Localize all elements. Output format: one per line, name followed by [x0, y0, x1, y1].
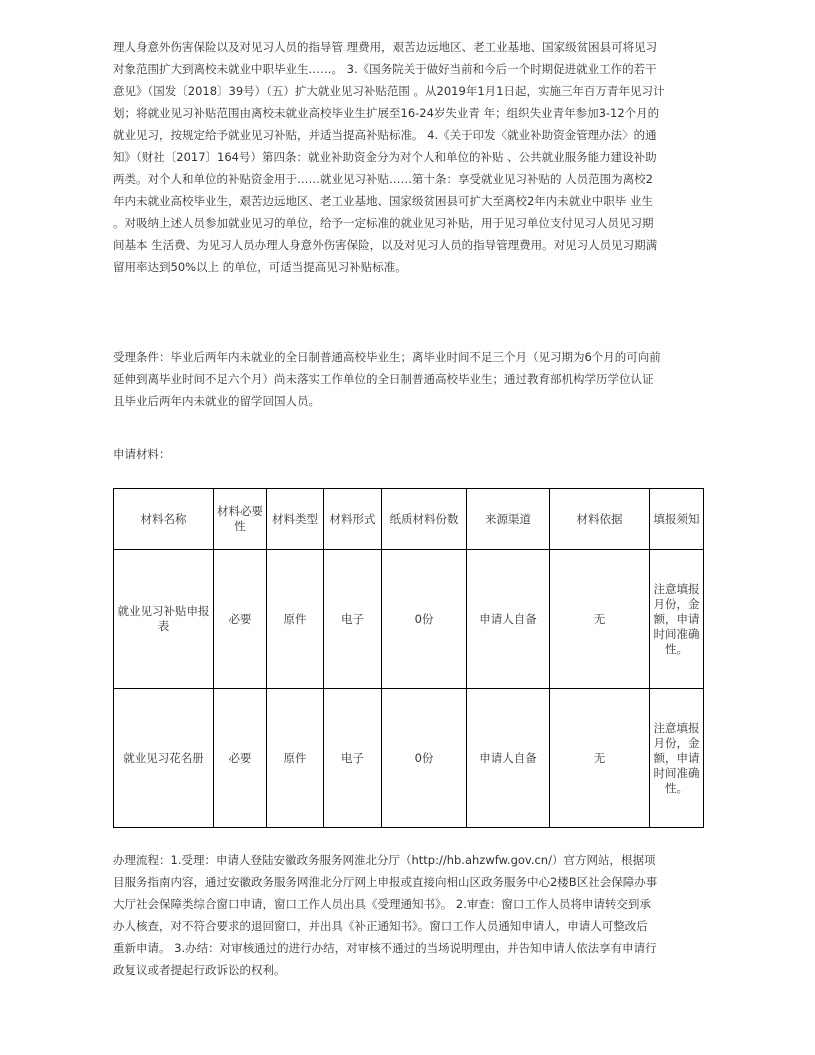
header-filling-notes: 填报须知 [650, 489, 704, 550]
cell-source-channel: 申请人自备 [467, 689, 550, 828]
text-line: 申请材料： [113, 447, 171, 461]
materials-table [113, 488, 704, 828]
cell-source-channel: 申请人自备 [467, 550, 550, 689]
cell-necessity: 必要 [214, 550, 267, 689]
text-line: 目服务指南内容，通过安徽政务服务网淮北分厅网上申报或直接向相山区政务服务中心2楼B区社会保障办事 [113, 875, 658, 889]
text-line: 年内未就业高校毕业生，艰苦边远地区、老工业基地、国家级贫困县可扩大至离校2年内未就业中职毕 业生 [113, 194, 653, 208]
text-line: 且毕业后两年内未就业的留学回国人员。 [113, 394, 320, 408]
cell-material-form: 电子 [324, 689, 382, 828]
cell-material-basis: 无 [550, 689, 650, 828]
policy-basis-paragraph [113, 36, 703, 278]
text-line: 政复议或者提起行政诉讼的权利。 [113, 963, 286, 977]
header-paper-copies: 纸质材料份数 [382, 489, 467, 550]
table-header-row [114, 489, 704, 550]
header-necessity: 材料必要性 [214, 489, 267, 550]
cell-filling-notes: 注意填报月份，金额，申请时间准确性。 [650, 689, 704, 828]
table-row [114, 689, 704, 828]
text-line: 知》（财社〔2017〕164号）第四条：就业补助资金分为对个人和单位的补贴 、公共就业服务能力建设补助 [113, 150, 657, 164]
cell-material-name: 就业见习花名册 [114, 689, 214, 828]
text-line: 延伸到离毕业时间不足六个月）尚未落实工作单位的全日制普通高校毕业生；通过教育部机构学历学位认证 [113, 372, 654, 386]
acceptance-conditions-paragraph [113, 346, 703, 412]
table-row [114, 550, 704, 689]
materials-heading [113, 443, 703, 465]
cell-material-basis: 无 [550, 550, 650, 689]
text-line: 留用率达到50%以上 的单位，可适当提高见习补贴标准。 [113, 260, 407, 274]
text-line: 对象范围扩大到离校未就业中职毕业生……。 3.《国务院关于做好当前和今后一个时期促进就业工作的若干 [113, 62, 657, 76]
cell-material-type: 原件 [267, 550, 324, 689]
text-line: 。对吸纳上述人员参加就业见习的单位，给予一定标准的就业见习补贴，用于见习单位支付见习人员见习期 [113, 216, 654, 230]
text-line: 受理条件：毕业后两年内未就业的全日制普通高校毕业生；离毕业时间不足三个月（见习期为6个月的可向前 [113, 350, 661, 364]
header-source-channel: 来源渠道 [467, 489, 550, 550]
cell-material-form: 电子 [324, 550, 382, 689]
text-line: 办人核查，对不符合要求的退回窗口，并出具《补正通知书》。窗口工作人员通知申请人，申请人可整改后 [113, 919, 648, 933]
text-line: 办理流程：1.受理：申请人登陆安徽政务服务网淮北分厅（http://hb.ahzwfw.gov.cn/）官方网站，根据项 [113, 853, 656, 867]
header-material-type: 材料类型 [267, 489, 324, 550]
process-paragraph [113, 849, 703, 981]
cell-paper-copies: 0份 [382, 550, 467, 689]
text-line: 就业见习，按规定给予就业见习补贴，并适当提高补贴标准。 4.《关于印发〈就业补助资金管理办法〉的通 [113, 128, 657, 142]
text-line: 重新申请。 3.办结：对审核通过的进行办结，对审核不通过的当场说明理由，并告知申请人依法享有申请行 [113, 941, 657, 955]
cell-filling-notes: 注意填报月份，金额，申请时间准确性。 [650, 550, 704, 689]
header-material-form: 材料形式 [324, 489, 382, 550]
text-line: 意见》（国发〔2018〕39号）（五）扩大就业见习补贴范围 。从2019年1月1日起，实施三年百万青年见习计 [113, 84, 665, 98]
text-line: 两类。对个人和单位的补贴资金用于……就业见习补贴……第十条：享受就业见习补贴的 人员范围为离校2 [113, 172, 653, 186]
cell-material-name: 就业见习补贴申报表 [114, 550, 214, 689]
text-line: 划；将就业见习补贴范围由离校未就业高校毕业生扩展至16-24岁失业青 年；组织失业青年参加3-12个月的 [113, 106, 660, 120]
cell-necessity: 必要 [214, 689, 267, 828]
cell-paper-copies: 0份 [382, 689, 467, 828]
cell-material-type: 原件 [267, 689, 324, 828]
header-material-basis: 材料依据 [550, 489, 650, 550]
header-material-name: 材料名称 [114, 489, 214, 550]
text-line: 理人身意外伤害保险以及对见习人员的指导管 理费用，艰苦边远地区、老工业基地、国家级贫困县可将见习 [113, 40, 658, 54]
text-line: 间基本 生活费、为见习人员办理人身意外伤害保险，以及对见习人员的指导管理费用。对见习人员见习期满 [113, 238, 658, 252]
text-line: 大厅社会保障类综合窗口申请，窗口工作人员出具《受理通知书》。 2.审查：窗口工作人员将申请转交到承 [113, 897, 651, 911]
